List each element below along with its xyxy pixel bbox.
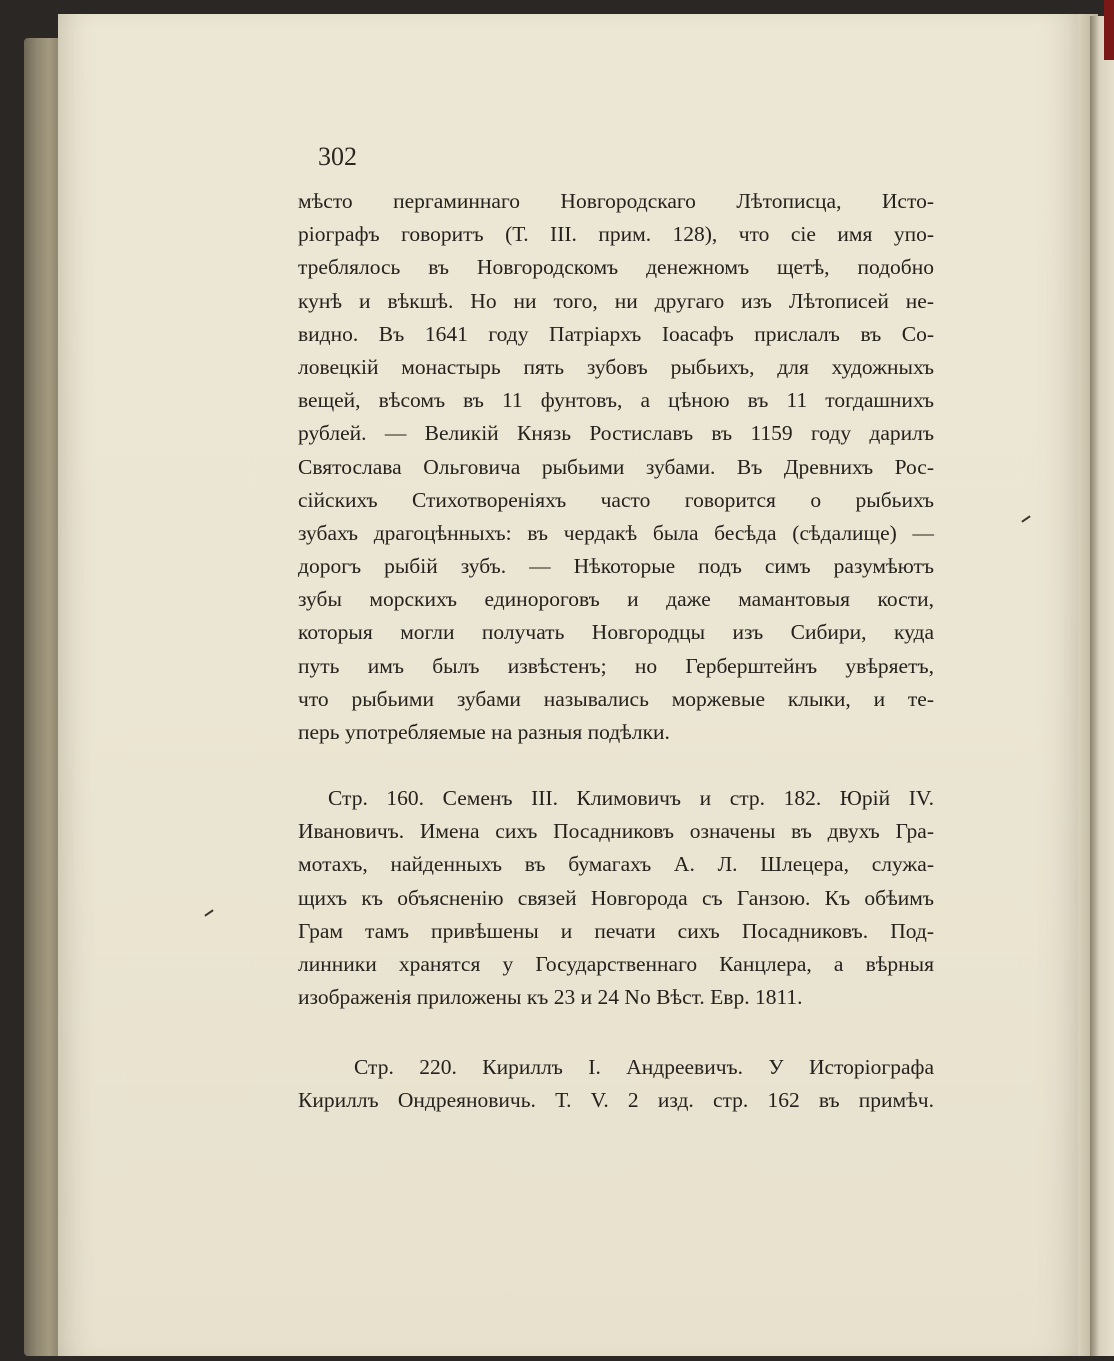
- text-line: кунѣ и вѣкшѣ. Но ни того, ни другаго изъ Лѣтописей не-: [298, 288, 934, 313]
- text-line: сійскихъ Стихотвореніяхъ часто говорится о рыбьихъ: [298, 487, 934, 512]
- text-line: щихъ къ объясненію связей Новгорода съ Ганзою. Къ обѣимъ: [298, 885, 934, 910]
- text-line: которыя могли получать Новгородцы изъ Сибири, куда: [298, 620, 934, 645]
- text-line: путь имъ былъ извѣстенъ; но Герберштейнъ увѣряетъ,: [298, 653, 934, 678]
- text-line: Стр. 160. Семенъ III. Климовичъ и стр. 182. Юрій IV.: [328, 786, 934, 810]
- text-line: Стр. 220. Кириллъ I. Андреевичъ. У Исторіографа: [354, 1055, 934, 1079]
- text-line: ловецкій монастырь пять зубовъ рыбьихъ, для художныхъ: [298, 354, 934, 379]
- text-line: зубы морскихъ единороговъ и даже мамантовыя кости,: [298, 587, 934, 612]
- text-line: Ивановичъ. Имена сихъ Посадниковъ означены въ двухъ Гра-: [298, 819, 934, 844]
- text-line: перь употребляемые на разныя подѣлки.: [298, 720, 670, 744]
- facing-page-edge: [1090, 16, 1114, 1356]
- text-line: мотахъ, найденныхъ въ бумагахъ А. Л. Шлецера, служа-: [298, 852, 934, 877]
- paragraph-3: [298, 1051, 934, 1117]
- text-line: видно. Въ 1641 году Патріархъ Іоасафъ прислалъ въ Со-: [298, 321, 934, 346]
- page-number: 302: [318, 142, 357, 171]
- paragraph-2: [298, 782, 934, 1014]
- book-spine-edge: [24, 38, 60, 1356]
- text-line: рублей. — Великій Князь Ростиславъ въ 1159 году дарилъ: [298, 421, 934, 446]
- text-line: дорогъ рыбій зубъ. — Нѣкоторые подъ симъ разумѣютъ: [298, 554, 934, 579]
- text-line: зубахъ драгоцѣнныхъ: въ чердакѣ была бесѣда (сѣдалище) —: [298, 520, 934, 545]
- text-line: Кириллъ Ондреяновичь. Т. V. 2 изд. стр. 162 въ примѣч.: [298, 1088, 934, 1113]
- text-line: линники хранятся у Государственнаго Канцлера, а вѣрныя: [298, 951, 934, 976]
- text-line: Грам тамъ привѣшены и печати сихъ Посадниковъ. Под-: [298, 918, 934, 943]
- text-line: изображенія приложены къ 23 и 24 No Вѣст. Евр. 1811.: [298, 985, 803, 1010]
- text-line: вещей, вѣсомъ въ 11 фунтовъ, а цѣною въ 11 тогдашнихъ: [298, 388, 934, 413]
- text-line: мѣсто пергаминнаго Новгородскаго Лѣтописца, Исто-: [298, 189, 934, 213]
- text-line: треблялось въ Новгородскомъ денежномъ щетѣ, подобно: [298, 255, 934, 280]
- paragraph-1: [298, 185, 934, 749]
- text-line: ріографъ говоритъ (Т. III. прим. 128), что сіе имя упо-: [298, 222, 934, 247]
- bookmark-ribbon: [1104, 0, 1114, 60]
- text-line: Святослава Ольговича рыбьими зубами. Въ Древнихъ Рос-: [298, 454, 934, 479]
- text-line: что рыбьими зубами назывались моржевые клыки, и те-: [298, 686, 934, 711]
